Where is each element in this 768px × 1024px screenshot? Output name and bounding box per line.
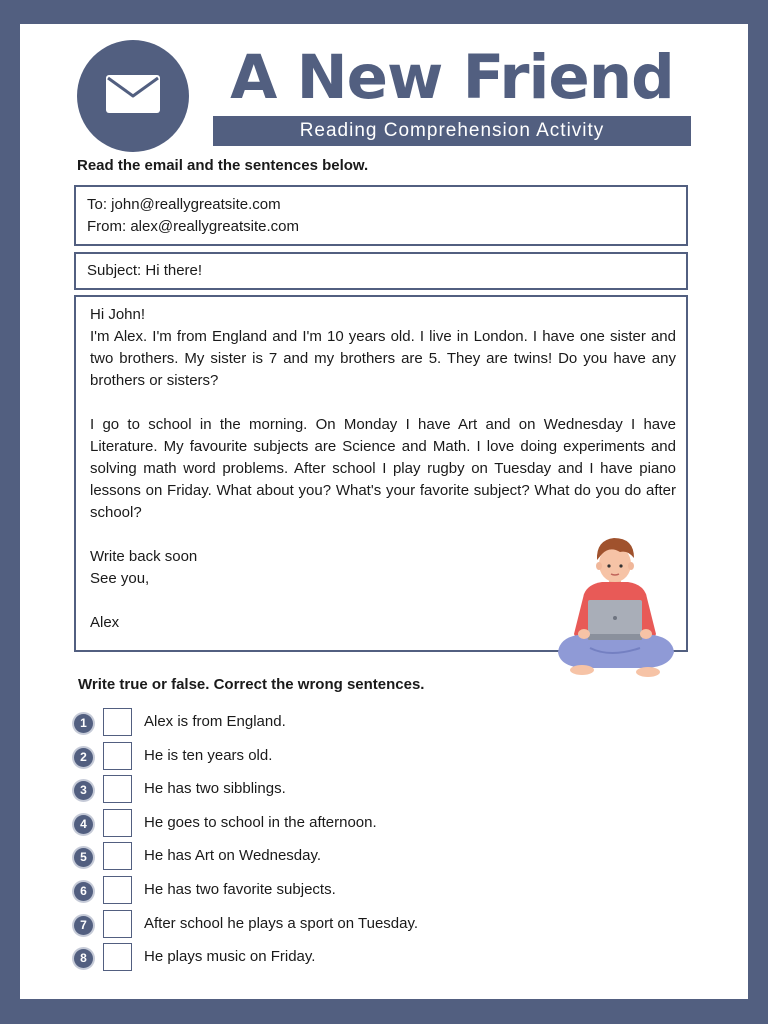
logo-badge: [77, 40, 189, 152]
answer-checkbox[interactable]: [103, 842, 132, 870]
list-item: [74, 909, 694, 943]
page-title: A New Friend: [230, 42, 674, 113]
email-paragraph-1: I'm Alex. I'm from England and I'm 10 years old. I live in London. I have one sister and two brothers. My sister is 7 and my brothers are 5. They are twins! Do you have any brothers or sisters?: [90, 328, 676, 389]
answer-checkbox[interactable]: [103, 910, 132, 938]
email-to: To: john@reallygreatsite.com: [87, 196, 281, 213]
question-number: 3: [74, 781, 93, 800]
question-text: He has two sibblings.: [144, 780, 286, 798]
question-text: He has two favorite subjects.: [144, 880, 336, 898]
answer-checkbox[interactable]: [103, 876, 132, 904]
list-item: [74, 841, 694, 875]
list-item: [74, 774, 694, 808]
email-header-box: [74, 185, 688, 246]
answer-checkbox[interactable]: [103, 742, 132, 770]
list-item: [74, 707, 694, 741]
answer-checkbox[interactable]: [103, 809, 132, 837]
true-false-list: [74, 707, 694, 976]
list-item: [74, 741, 694, 775]
list-item: [74, 875, 694, 909]
write-instruction: Write true or false. Correct the wrong sentences.: [78, 676, 425, 693]
question-number: 1: [74, 714, 93, 733]
email-closing-2: See you,: [90, 570, 150, 587]
email-greeting: Hi John!: [90, 306, 146, 323]
list-item: [74, 942, 694, 976]
answer-checkbox[interactable]: [103, 708, 132, 736]
list-item: [74, 808, 694, 842]
email-closing-1: Write back soon: [90, 548, 198, 565]
question-number: 2: [74, 748, 93, 767]
question-text: He goes to school in the afternoon.: [144, 813, 377, 831]
question-number: 7: [74, 916, 93, 935]
question-text: He is ten years old.: [144, 746, 273, 764]
worksheet-page: [20, 24, 748, 999]
boy-with-laptop-illustration: [550, 530, 680, 690]
email-signature: Alex: [90, 614, 120, 631]
read-instruction: Read the email and the sentences below.: [77, 157, 369, 174]
question-text: He plays music on Friday.: [144, 948, 316, 966]
question-number: 8: [74, 949, 93, 968]
question-number: 6: [74, 882, 93, 901]
email-subject: Subject: Hi there!: [87, 262, 203, 279]
question-text: Alex is from England.: [144, 713, 286, 730]
email-from: From: alex@reallygreatsite.com: [87, 218, 299, 235]
question-text: He has Art on Wednesday.: [144, 847, 322, 865]
question-number: 4: [74, 815, 93, 834]
email-paragraph-2: I go to school in the morning. On Monday I have Art and on Wednesday I have Literature. My favourite subjects are Science and Math. I love doing experiments and solving math word problems. After school I play rugby on Tuesday and I have piano lessons on Friday. What about you? What's your favorite subject? What do you do after school?: [90, 416, 676, 521]
question-text: After school he plays a sport on Tuesday.: [144, 914, 419, 932]
answer-checkbox[interactable]: [103, 775, 132, 803]
answer-checkbox[interactable]: [103, 943, 132, 971]
page-subtitle: Reading Comprehension Activity: [213, 116, 691, 146]
envelope-icon: [105, 74, 161, 114]
email-subject-box: [74, 252, 688, 290]
question-number: 5: [74, 848, 93, 867]
